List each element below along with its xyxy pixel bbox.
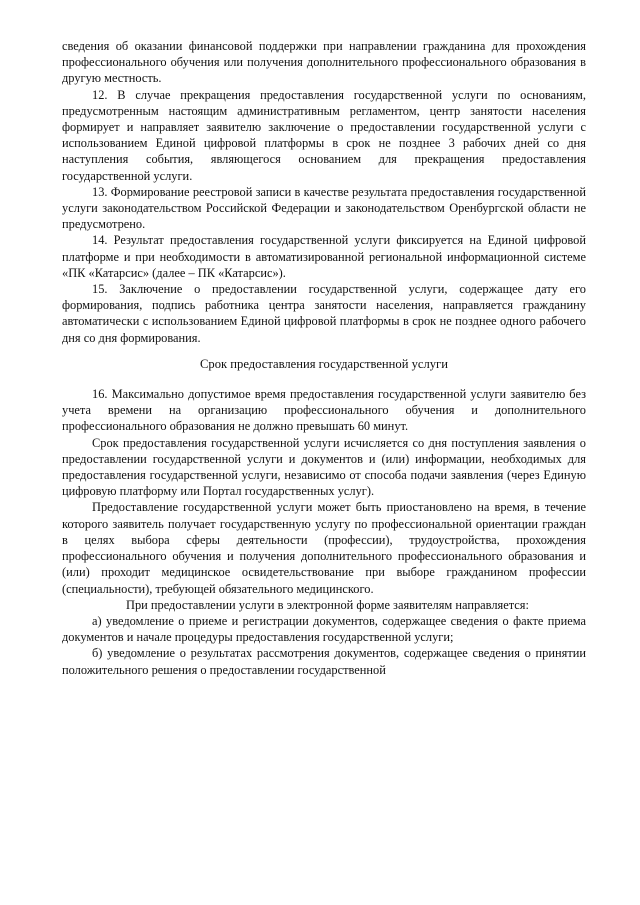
paragraph-14: 14. Результат предоставления государственной услуги фиксируется на Единой цифровой платформе и при необходимости в автоматизированной региональной информационной системе «ПК «Катарсис» (далее – ПК «Катарсис»). bbox=[62, 233, 586, 280]
list-item-b: б) уведомление о результатах рассмотрения документов, содержащее сведения о принятии положительного решения о предоставлении государственной bbox=[62, 646, 586, 677]
paragraph-15: 15. Заключение о предоставлении государственной услуги, содержащее дату его формирования, подпись работника центра занятости населения, направляется гражданину автоматически с использованием Единой цифровой платформы в срок не позднее одного рабочего дня со дня формирования. bbox=[62, 282, 586, 345]
paragraph-13: 13. Формирование реестровой записи в качестве результата предоставления государственной услуги законодательством Российской Федерации и законодательством Оренбургской области не предусмотрено. bbox=[62, 184, 586, 232]
paragraph-suspension: Предоставление государственной услуги может быть приостановлено на время, в течение которого заявитель получает государственную услугу по профессиональной ориентации граждан в целях выбора сферы деятельности (профессии), трудоустройства, прохождения профессионального обучения и получения дополнительного профессионального образования и (или) проходит медицинское освидетельствование при выборе гражданином профессии (специальности), требующей обязательного медицинского. bbox=[62, 500, 586, 596]
paragraph-continuation: сведения об оказании финансовой поддержки при направлении гражданина для прохождения профессионального обучения или получения дополнительного профессионального образования в другую местность. bbox=[62, 39, 586, 86]
paragraph-term-calculation: Срок предоставления государственной услуги исчисляется со дня поступления заявления о предоставлении государственной услуги и документов и (или) информации, необходимых для предоставления государственной услуги, независимо от способа подачи заявления (через Единую цифровую платформу или Портал государственных услуг). bbox=[62, 435, 586, 499]
paragraph-12: 12. В случае прекращения предоставления государственной услуги по основаниям, предусмотренным настоящим административным регламентом, центр занятости населения формирует и направляет заявителю заключение о предоставлении государственной услуги с использованием Единой цифровой платформы в срок не позднее 3 рабочих дней со дня наступления события, являющегося основанием для прекращения предоставления государственной услуги. bbox=[62, 87, 586, 183]
paragraph-16: 16. Максимально допустимое время предоставления государственной услуги заявителю без учета времени на организацию профессионального обучения и дополнительного профессионального образования не должно превышать 60 минут. bbox=[62, 387, 586, 434]
section-heading-term: Срок предоставления государственной услуги bbox=[200, 356, 448, 371]
list-item-a: а) уведомление о приеме и регистрации документов, содержащее сведения о факте приема документов и начале процедуры предоставления государственной услуги; bbox=[62, 613, 586, 645]
paragraph-electronic-form: При предоставлении услуги в электронной форме заявителям направляется: bbox=[126, 597, 529, 612]
document-body bbox=[62, 38, 586, 678]
